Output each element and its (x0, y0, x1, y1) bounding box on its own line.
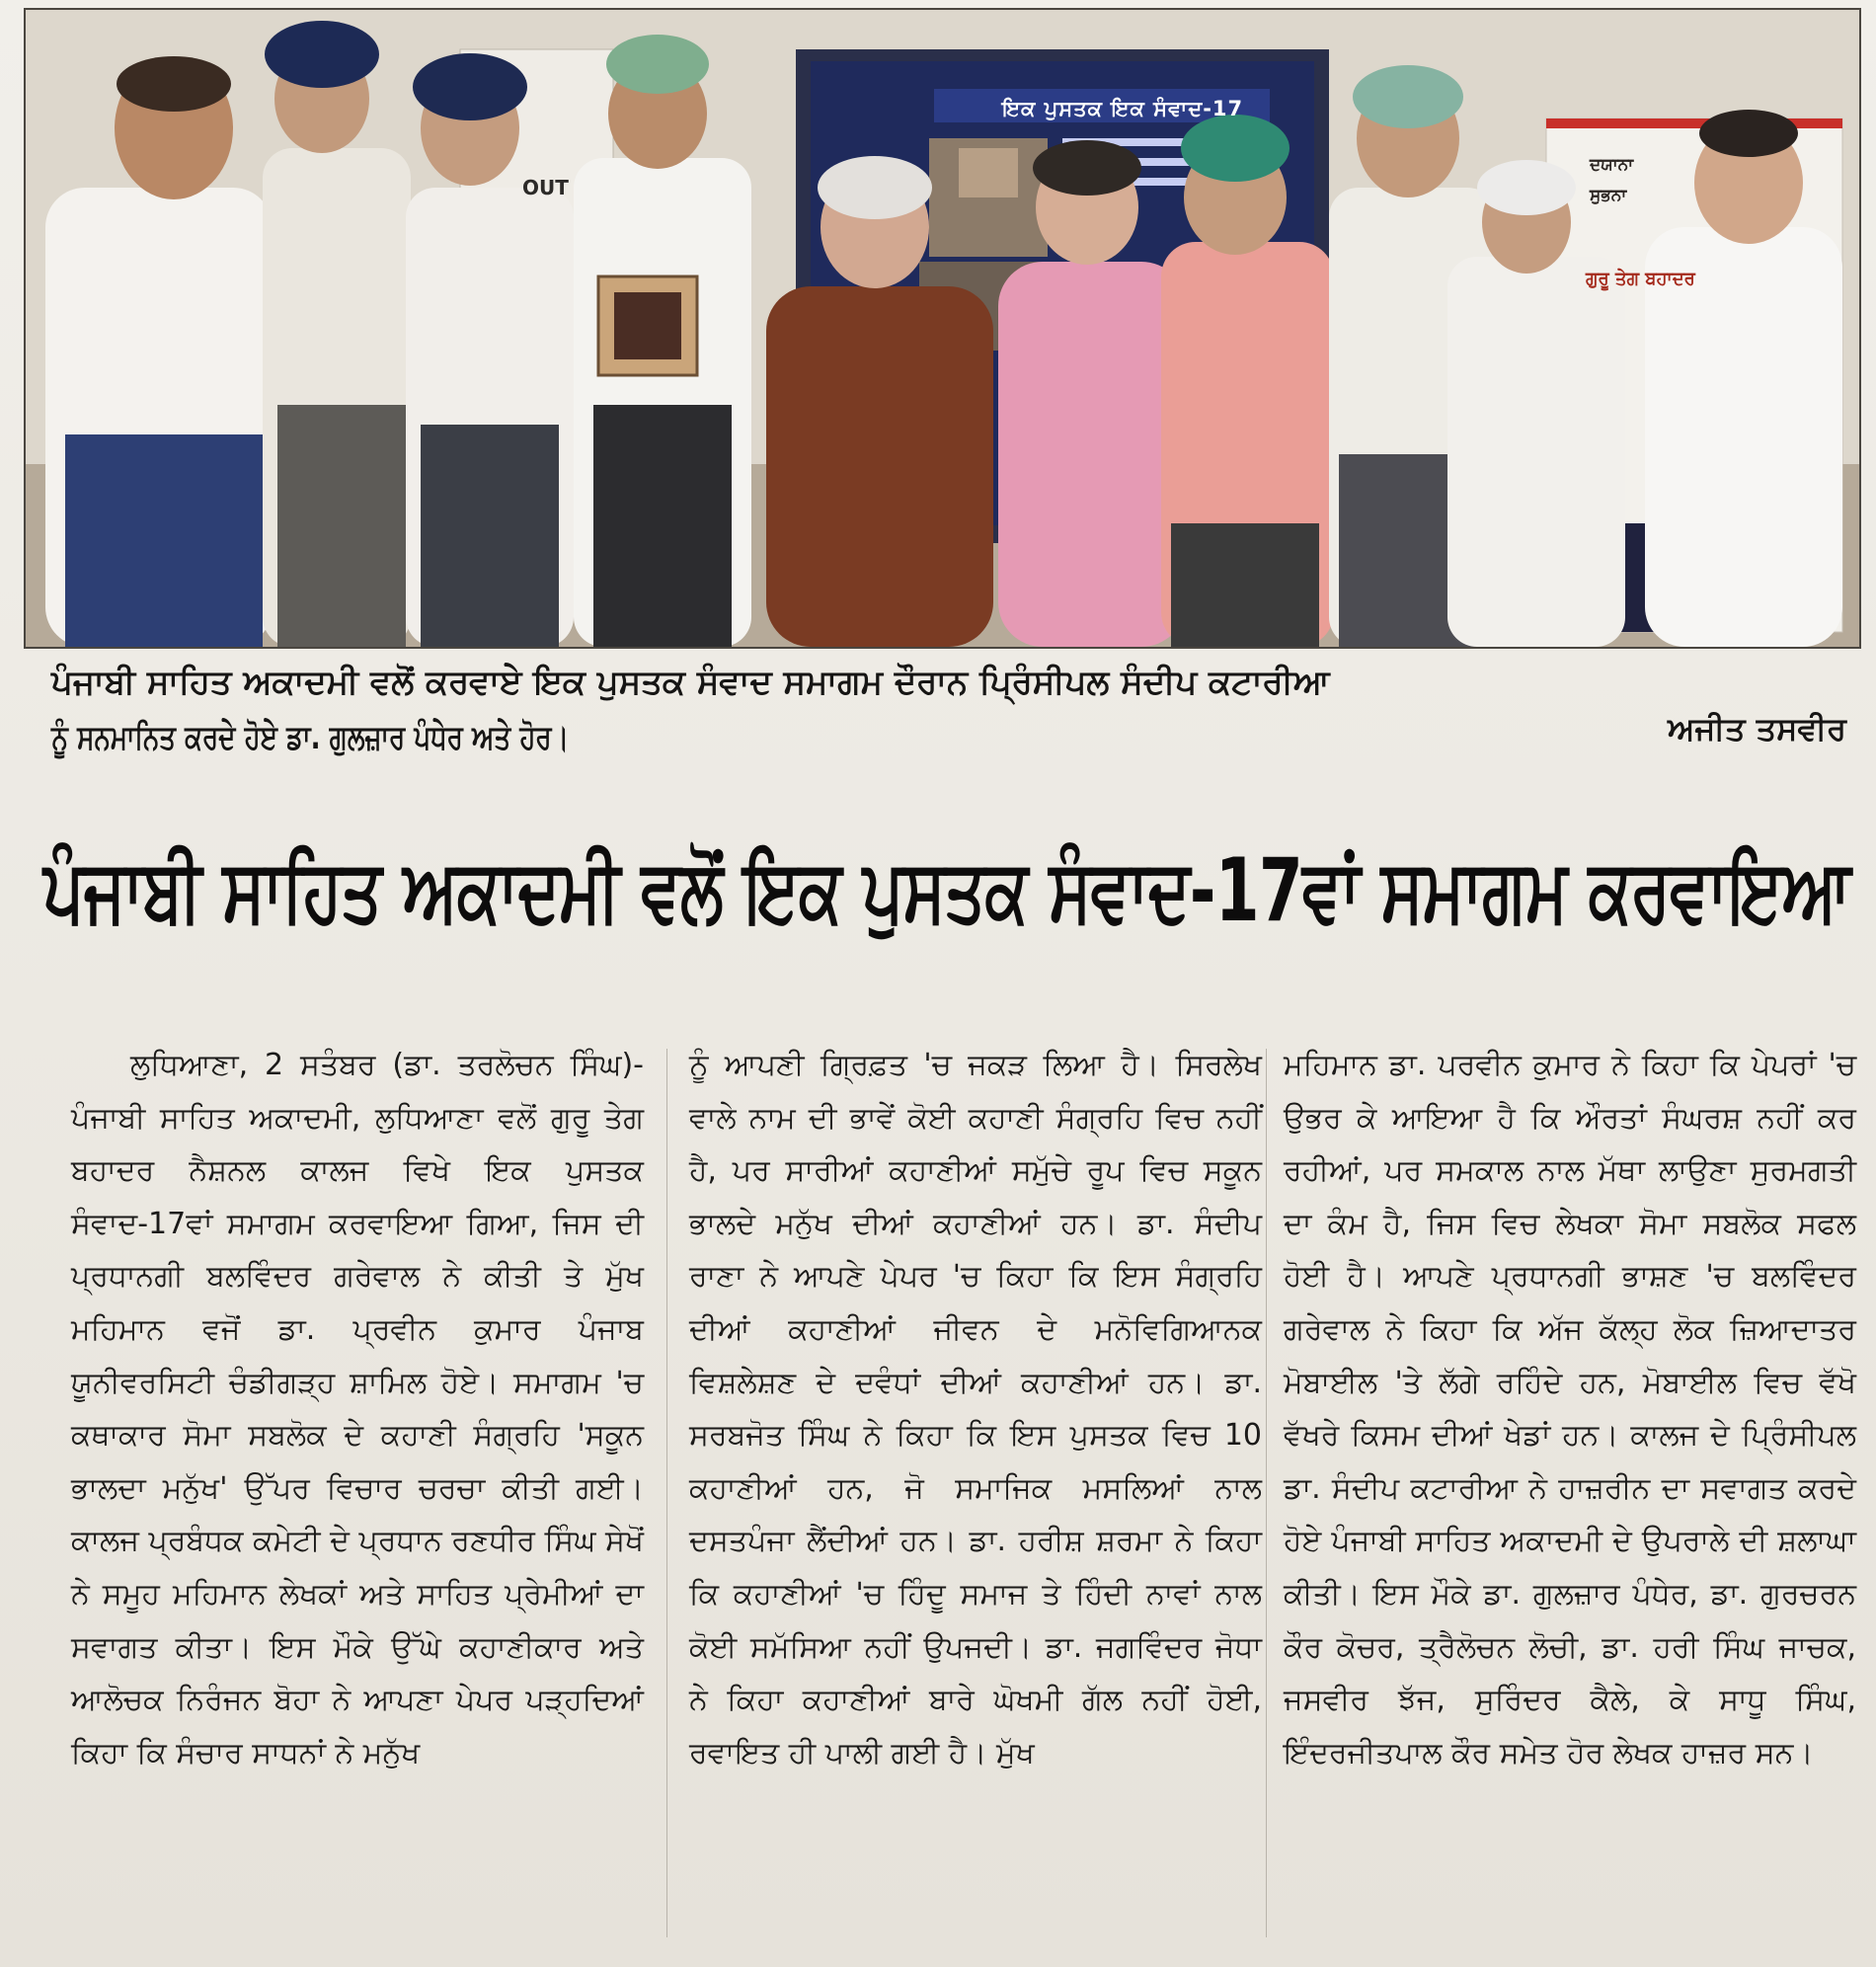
news-photo (24, 8, 1861, 649)
banner-text-2: ਸੁਭਨਾ (1590, 186, 1627, 205)
caption-line-2: ਨੂੰ ਸਨਮਾਨਿਤ ਕਰਦੇ ਹੋਏ ਡਾ. ਗੁਲਜ਼ਾਰ ਪੰਧੇਰ ਅਤੇ ਹੋਰ। (51, 718, 570, 757)
article-body (59, 1039, 1856, 1957)
photo-caption (51, 655, 1848, 765)
board-text: OUT (522, 176, 569, 199)
column-2-text: ਨੂੰ ਆਪਣੀ ਗ੍ਰਿਫ਼ਤ 'ਚ ਜਕੜ ਲਿਆ ਹੈ। ਸਿਰਲੇਖ ਵਾਲੇ ਨਾਮ ਦੀ ਭਾਵੇਂ ਕੋਈ ਕਹਾਣੀ ਸੰਗ੍ਰਹਿ ਵਿਚ ਨਹੀਂ ਹੈ, ਪਰ ਸਾਰੀਆਂ ਕਹਾਣੀਆਂ ਸਮੁੱਚੇ ਰੂਪ ਵਿਚ ਸਕੂਨ ਭਾਲਦੇ ਮਨੁੱਖ ਦੀਆਂ ਕਹਾਣੀਆਂ ਹਨ। ਡਾ. ਸੰਦੀਪ ਰਾਣਾ ਨੇ ਆਪਣੇ ਪੇਪਰ 'ਚ ਕਿਹਾ ਕਿ ਇਸ ਸੰਗ੍ਰਹਿ ਦੀਆਂ ਕਹਾਣੀਆਂ ਜੀਵਨ ਦੇ ਮਨੋਵਿਗਿਆਨਕ ਵਿਸ਼ਲੇਸ਼ਣ ਦੇ ਦਵੰਧਾਂ ਦੀਆਂ ਕਹਾਣੀਆਂ ਹਨ। ਡਾ. ਸਰਬਜੋਤ ਸਿੰਘ ਨੇ ਕਿਹਾ ਕਿ ਇਸ ਪੁਸਤਕ ਵਿਚ 10 ਕਹਾਣੀਆਂ ਹਨ, ਜੋ ਸਮਾਜਿਕ ਮਸਲਿਆਂ ਨਾਲ ਦਸਤਪੰਜਾ ਲੈਂਦੀਆਂ ਹਨ। ਡਾ. ਹਰੀਸ਼ ਸ਼ਰਮਾ ਨੇ ਕਿਹਾ ਕਿ ਕਹਾਣੀਆਂ 'ਚ ਹਿੰਦੂ ਸਮਾਜ ਤੇ ਹਿੰਦੀ ਨਾਵਾਂ ਨਾਲ ਕੋਈ ਸਮੱਸਿਆ ਨਹੀਂ ਉਪਜਦੀ। ਡਾ. ਜਗਵਿੰਦਰ ਜੋਧਾ ਨੇ ਕਿਹਾ ਕਹਾਣੀਆਂ ਬਾਰੇ ਘੋਖਮੀ ਗੱਲ ਨਹੀਂ ਹੋਈ, ਰਵਾਇਤ ਹੀ ਪਾਲੀ ਗਈ ਹੈ। ਮੁੱਖ (689, 1048, 1262, 1770)
photo-illustration (26, 10, 1859, 647)
article-column-1 (71, 1039, 644, 1779)
column-3-text: ਮਹਿਮਾਨ ਡਾ. ਪਰਵੀਨ ਕੁਮਾਰ ਨੇ ਕਿਹਾ ਕਿ ਪੇਪਰਾਂ 'ਚ ਉਭਰ ਕੇ ਆਇਆ ਹੈ ਕਿ ਔਰਤਾਂ ਸੰਘਰਸ਼ ਨਹੀਂ ਕਰ ਰਹੀਆਂ, ਪਰ ਸਮਕਾਲ ਨਾਲ ਮੱਥਾ ਲਾਉਣਾ ਸੁਰਮਗਤੀ ਦਾ ਕੰਮ ਹੈ, ਜਿਸ ਵਿਚ ਲੇਖਕਾ ਸੋਮਾ ਸਬਲੋਕ ਸਫਲ ਹੋਈ ਹੈ। ਆਪਣੇ ਪ੍ਰਧਾਨਗੀ ਭਾਸ਼ਣ 'ਚ ਬਲਵਿੰਦਰ ਗਰੇਵਾਲ ਨੇ ਕਿਹਾ ਕਿ ਅੱਜ ਕੱਲ੍ਹ ਲੋਕ ਜ਼ਿਆਦਾਤਰ ਮੋਬਾਈਲ 'ਤੇ ਲੱਗੇ ਰਹਿੰਦੇ ਹਨ, ਮੋਬਾਈਲ ਵਿਚ ਵੱਖੋ ਵੱਖਰੇ ਕਿਸਮ ਦੀਆਂ ਖੇਡਾਂ ਹਨ। ਕਾਲਜ ਦੇ ਪ੍ਰਿੰਸੀਪਲ ਡਾ. ਸੰਦੀਪ ਕਟਾਰੀਆ ਨੇ ਹਾਜ਼ਰੀਨ ਦਾ ਸਵਾਗਤ ਕਰਦੇ ਹੋਏ ਪੰਜਾਬੀ ਸਾਹਿਤ ਅਕਾਦਮੀ ਦੇ ਉਪਰਾਲੇ ਦੀ ਸ਼ਲਾਘਾ ਕੀਤੀ। ਇਸ ਮੌਕੇ ਡਾ. ਗੁਲਜ਼ਾਰ ਪੰਧੇਰ, ਡਾ. ਗੁਰਚਰਨ ਕੌਰ ਕੋਚਰ, ਤ੍ਰੈਲੋਚਨ ਲੋਚੀ, ਡਾ. ਹਰੀ ਸਿੰਘ ਜਾਚਕ, ਜਸਵੀਰ ਝੱਜ, ਸੁਰਿੰਦਰ ਕੈਲੇ, ਕੇ ਸਾਧੂ ਸਿੰਘ, ਇੰਦਰਜੀਤਪਾਲ ਕੌਰ ਸਮੇਤ ਹੋਰ ਲੇਖਕ ਹਾਜ਼ਰ ਸਨ। (1284, 1048, 1856, 1770)
column-divider (666, 1049, 667, 1937)
screen-title: ਇਕ ਪੁਸਤਕ ਇਕ ਸੰਵਾਦ-17 (1001, 97, 1244, 120)
column-divider (1266, 1049, 1267, 1937)
article-column-3 (1284, 1039, 1856, 1779)
caption-line-1: ਪੰਜਾਬੀ ਸਾਹਿਤ ਅਕਾਦਮੀ ਵਲੋਂ ਕਰਵਾਏ ਇਕ ਪੁਸਤਕ ਸੰਵਾਦ ਸਮਾਗਮ ਦੌਰਾਨ ਪ੍ਰਿੰਸੀਪਲ ਸੰਦੀਪ ਕਟਾਰੀਆ (51, 663, 1330, 702)
headline: ਪੰਜਾਬੀ ਸਾਹਿਤ ਅਕਾਦਮੀ ਵਲੋਂ ਇਕ ਪੁਸਤਕ ਸੰਵਾਦ-17ਵਾਂ ਸਮਾਗਮ ਕਰਵਾਇਆ (43, 839, 1851, 941)
banner-text-1: ਦਯਾਨਾ (1590, 155, 1634, 175)
column-1-text: ਲੁਧਿਆਣਾ, 2 ਸਤੰਬਰ (ਡਾ. ਤਰਲੋਚਨ ਸਿੰਘ)-ਪੰਜਾਬੀ ਸਾਹਿਤ ਅਕਾਦਮੀ, ਲੁਧਿਆਣਾ ਵਲੋਂ ਗੁਰੂ ਤੇਗ ਬਹਾਦਰ ਨੈਸ਼ਨਲ ਕਾਲਜ ਵਿਖੇ ਇਕ ਪੁਸਤਕ ਸੰਵਾਦ-17ਵਾਂ ਸਮਾਗਮ ਕਰਵਾਇਆ ਗਿਆ, ਜਿਸ ਦੀ ਪ੍ਰਧਾਨਗੀ ਬਲਵਿੰਦਰ ਗਰੇਵਾਲ ਨੇ ਕੀਤੀ ਤੇ ਮੁੱਖ ਮਹਿਮਾਨ ਵਜੋਂ ਡਾ. ਪ੍ਰਵੀਨ ਕੁਮਾਰ ਪੰਜਾਬ ਯੂਨੀਵਰਸਿਟੀ ਚੰਡੀਗੜ੍ਹ ਸ਼ਾਮਿਲ ਹੋਏ। ਸਮਾਗਮ 'ਚ ਕਥਾਕਾਰ ਸੋਮਾ ਸਬਲੋਕ ਦੇ ਕਹਾਣੀ ਸੰਗ੍ਰਹਿ 'ਸਕੂਨ ਭਾਲਦਾ ਮਨੁੱਖ' ਉੱਪਰ ਵਿਚਾਰ ਚਰਚਾ ਕੀਤੀ ਗਈ। ਕਾਲਜ ਪ੍ਰਬੰਧਕ ਕਮੇਟੀ ਦੇ ਪ੍ਰਧਾਨ ਰਣਧੀਰ ਸਿੰਘ ਸੇਖੋਂ ਨੇ ਸਮੂਹ ਮਹਿਮਾਨ ਲੇਖਕਾਂ ਅਤੇ ਸਾਹਿਤ ਪ੍ਰੇਮੀਆਂ ਦਾ ਸਵਾਗਤ ਕੀਤਾ। ਇਸ ਮੌਕੇ ਉੱਘੇ ਕਹਾਣੀਕਾਰ ਅਤੇ ਆਲੋਚਕ ਨਿਰੰਜਨ ਬੋਹਾ ਨੇ ਆਪਣਾ ਪੇਪਰ ਪੜ੍ਹਦਿਆਂ ਕਿਹਾ ਕਿ ਸੰਚਾਰ ਸਾਧਨਾਂ ਨੇ ਮਨੁੱਖ (71, 1048, 644, 1770)
photo-credit: ਅਜੀਤ ਤਸਵੀਰ (1668, 710, 1846, 747)
banner-text-3: ਗੁਰੂ ਤੇਗ ਬਹਾਦਰ (1586, 269, 1695, 289)
article-column-2 (689, 1039, 1262, 1779)
